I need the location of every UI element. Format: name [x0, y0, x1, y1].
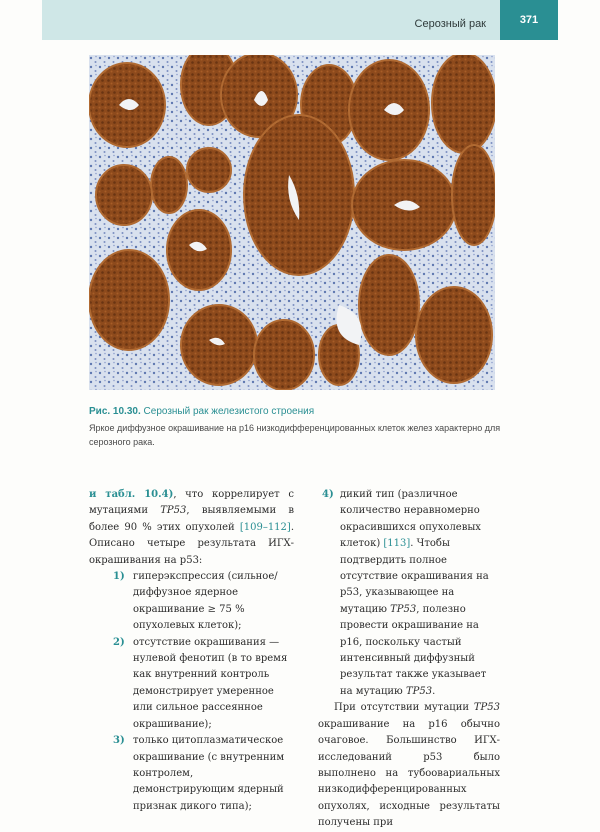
- micrograph-image: [89, 55, 495, 390]
- list-item-text: гиперэкспрессия (сильное/диффузное ядерное окрашивание ≥ 75 % опухолевых клеток);: [133, 571, 278, 632]
- intro-text-2: , выявляемыми в более 90 % этих опухолей: [89, 505, 294, 533]
- citation-link[interactable]: [113]: [383, 538, 411, 550]
- list-item-number: 2): [113, 636, 125, 648]
- figure-caption: [89, 406, 509, 449]
- item4-end: .: [432, 685, 436, 697]
- gene-name: TP53: [405, 685, 433, 697]
- citation-link[interactable]: [109–112]: [239, 521, 291, 533]
- intro-text-3: . Описано четыре результата ИГХ-окрашивания на p53:: [89, 521, 294, 566]
- gene-name: TP53: [160, 505, 187, 517]
- item4-text-2: . Чтобы подтвердить полное отсутствие окрашивания на p53, указывающее на мутацию: [340, 538, 489, 615]
- figure-title: Серозный рак железистого строения: [143, 406, 315, 417]
- list-item-number: 4): [322, 489, 334, 500]
- gene-name: TP53: [390, 603, 417, 615]
- body-paragraph: [318, 700, 500, 831]
- list-item: [89, 635, 294, 733]
- micrograph-figure: [89, 55, 495, 390]
- text-column-left: [89, 487, 294, 815]
- list-item: [89, 733, 294, 815]
- item4-text: дикий тип (различное количество неравномерно окрасившихся опухолевых клеток): [340, 489, 481, 550]
- gene-name: TP53: [473, 702, 500, 714]
- list-item-text: отсутствие окрашивания — нулевой фенотип (в то время как внутренний контроль демонстрирует умеренное или сильное рассеянное окрашивание);: [133, 636, 288, 730]
- list-item-number: 3): [113, 735, 125, 747]
- list-item: [318, 487, 500, 700]
- running-header-title: Серозный рак: [414, 18, 486, 30]
- para-text-2: окрашивание на p16 обычно очаговое. Большинство ИГХ-исследований p53 было выполнено на тубоовариальных низкодифференцированных опухолях, исходные результаты получены при: [318, 718, 500, 829]
- para-text-1: При отсутствии мутации: [334, 702, 474, 714]
- p53-results-list: [89, 569, 294, 815]
- text-column-right: [318, 487, 500, 832]
- caption-title-line: [89, 406, 509, 417]
- table-reference-link[interactable]: и табл. 10.4): [89, 489, 174, 500]
- intro-text-1: , что коррелирует с мутациями: [89, 489, 294, 517]
- figure-label: Рис. 10.30.: [89, 406, 141, 417]
- list-item-number: 1): [113, 571, 125, 583]
- running-header: [42, 0, 558, 40]
- list-item-text: только цитоплазматическое окрашивание (с внутренним контролем, демонстрирующим ядерный признак дикого типа);: [133, 735, 285, 812]
- intro-paragraph: [89, 487, 294, 569]
- item4-text-3: , полезно провести окрашивание на p16, поскольку частый интенсивный диффузный результат также указывает на мутацию: [340, 603, 487, 697]
- list-item-text: [340, 487, 500, 700]
- list-item: [89, 569, 294, 635]
- page-number: 371: [500, 0, 558, 40]
- figure-caption-text: Яркое диффузное окрашивание на p16 низкодифференцированных клеток желез характерно для серозного рака.: [89, 423, 501, 447]
